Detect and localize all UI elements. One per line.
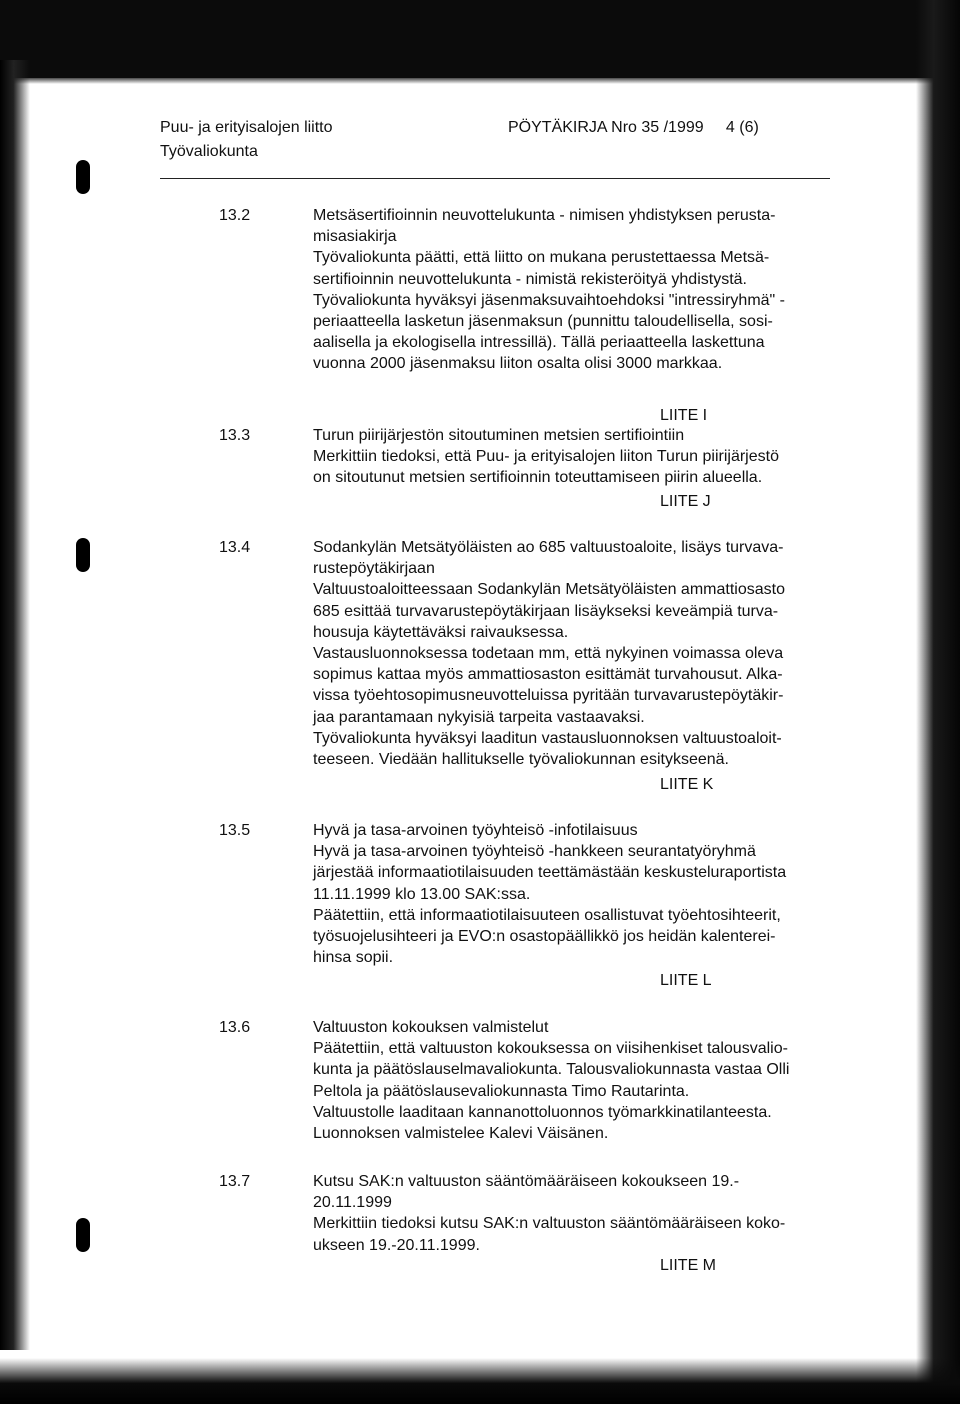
text-line: periaatteella lasketun jäsenmaksun (punnittu taloudellisella, sosi- — [313, 313, 773, 331]
text-line: Merkittiin tiedoksi kutsu SAK:n valtuuston sääntömääräiseen koko- — [313, 1215, 786, 1233]
text-line: hinsa sopii. — [313, 949, 394, 967]
item-text — [313, 425, 833, 489]
header-rule — [160, 178, 830, 179]
text-line: Valtuuston kokouksen valmistelut — [313, 1019, 549, 1036]
document-header-left — [160, 116, 333, 164]
document-header-right — [508, 116, 759, 140]
scan-border-right — [916, 0, 960, 1404]
organization-name: Puu- ja erityisalojen liitto — [160, 119, 333, 136]
document-title: PÖYTÄKIRJA Nro 35 /1999 — [508, 119, 704, 136]
item-text — [313, 1017, 833, 1144]
text-line: 11.11.1999 klo 13.00 SAK:ssa. — [313, 885, 531, 903]
text-line: Päätettiin, että informaatiotilaisuuteen osallistuvat työehtosihteerit, — [313, 906, 781, 924]
text-line: Valtuustoaloitteessaan Sodankylän Metsätyöläisten ammattiosasto — [313, 581, 785, 599]
text-line: työsuojelusihteeri ja EVO:n osastopäällikkö jos heidän kalenterei- — [313, 928, 776, 946]
text-line: Vastausluonnoksessa todetaan mm, että nykyinen voimassa oleva — [313, 645, 784, 663]
text-line: Hyvä ja tasa-arvoinen työyhteisö -hankkeen seurantatyöryhmä — [313, 843, 756, 861]
punch-hole-mark — [76, 1218, 90, 1252]
text-line: 685 esittää turvavarustepöytäkirjaan lisäykseksi keveämpiä turva- — [313, 602, 779, 620]
item-number: 13.2 — [219, 207, 251, 224]
scan-border-bottom — [0, 1358, 960, 1404]
scan-border-top — [0, 0, 960, 78]
binder-shadow-left — [0, 60, 30, 1350]
item-text — [313, 820, 833, 968]
text-line: rustepöytäkirjaan — [313, 560, 435, 578]
text-line: housuja käytettäväksi raivauksessa. — [313, 623, 569, 641]
text-line: vissa työehtosopimusneuvotteluissa pyritään turvavarustepöytäkir- — [313, 687, 784, 705]
text-line: 20.11.1999 — [313, 1194, 392, 1212]
attachment-ref: LIITE J — [660, 493, 711, 510]
attachment-ref: LIITE I — [660, 407, 708, 424]
attachment-ref: LIITE L — [660, 972, 712, 989]
text-line: on sitoutunut metsien sertifioinnin toteuttamiseen piirin alueella. — [313, 469, 763, 487]
item-number: 13.3 — [219, 427, 251, 444]
punch-hole-mark — [76, 538, 90, 572]
text-line: jaa parantamaan nykyisiä tarpeita vastaavaksi. — [313, 708, 645, 726]
text-line: Työvaliokunta päätti, että liitto on mukana perustettaessa Metsä- — [313, 249, 770, 267]
text-line: aalisella ja ekologisella intressillä). Tällä periaatteella laskettuna — [313, 334, 765, 352]
punch-hole-mark — [76, 160, 90, 194]
text-line: Turun piirijärjestön sitoutuminen metsien sertifiointiin — [313, 427, 685, 444]
text-line: Valtuustolle laaditaan kannanottoluonnos työmarkkinatilanteesta. — [313, 1103, 772, 1121]
text-line: Työvaliokunta hyväksyi laaditun vastausluonnoksen valtuustoaloit- — [313, 729, 782, 747]
text-line: järjestää informaatiotilaisuuden teettämästään keskusteluraportista — [313, 864, 787, 882]
item-text — [313, 537, 833, 770]
item-number: 13.4 — [219, 539, 251, 556]
page-number: 4 (6) — [725, 119, 759, 136]
text-line: Metsäsertifioinnin neuvottelukunta - nimisen yhdistyksen perusta- — [313, 207, 776, 224]
text-line: sertifioinnin neuvottelukunta - nimistä rekisteröityä yhdistystä. — [313, 270, 747, 288]
item-text — [313, 205, 833, 375]
text-line: Luonnoksen valmistelee Kalevi Väisänen. — [313, 1125, 609, 1143]
text-line: Merkittiin tiedoksi, että Puu- ja erityisalojen liiton Turun piirijärjestö — [313, 448, 779, 466]
text-line: Kutsu SAK:n valtuuston sääntömääräiseen kokoukseen 19.- — [313, 1173, 740, 1190]
item-number: 13.7 — [219, 1173, 251, 1190]
text-line: sopimus kattaa myös ammattiosaston esittämät turvahousut. Alka- — [313, 666, 783, 684]
text-line: teeseen. Viedään hallitukselle työvaliokunnan esitykseenä. — [313, 751, 729, 769]
text-line: misasiakirja — [313, 228, 397, 246]
text-line: vuonna 2000 jäsenmaksu liiton osalta olisi 3000 markkaa. — [313, 355, 723, 373]
text-line: Sodankylän Metsätyöläisten ao 685 valtuustoaloite, lisäys turvava- — [313, 539, 784, 556]
text-line: kunta ja päätöslauselmavaliokunta. Talousvaliokunnasta vastaa Olli — [313, 1061, 790, 1079]
attachment-ref: LIITE K — [660, 776, 714, 793]
item-number: 13.6 — [219, 1019, 251, 1036]
attachment-ref: LIITE M — [660, 1257, 717, 1274]
text-line: Työvaliokunta hyväksyi jäsenmaksuvaihtoehdoksi "intressiryhmä" - — [313, 291, 786, 309]
item-text — [313, 1171, 833, 1256]
committee-name: Työvaliokunta — [160, 143, 258, 160]
text-line: ukseen 19.-20.11.1999. — [313, 1236, 480, 1254]
text-line: Päätettiin, että valtuuston kokouksessa on viisihenkiset talousvalio- — [313, 1040, 788, 1058]
text-line: Peltola ja päätöslausevaliokunnasta Timo Rautarinta. — [313, 1082, 690, 1100]
item-number: 13.5 — [219, 822, 251, 839]
text-line: Hyvä ja tasa-arvoinen työyhteisö -infotilaisuus — [313, 822, 638, 839]
